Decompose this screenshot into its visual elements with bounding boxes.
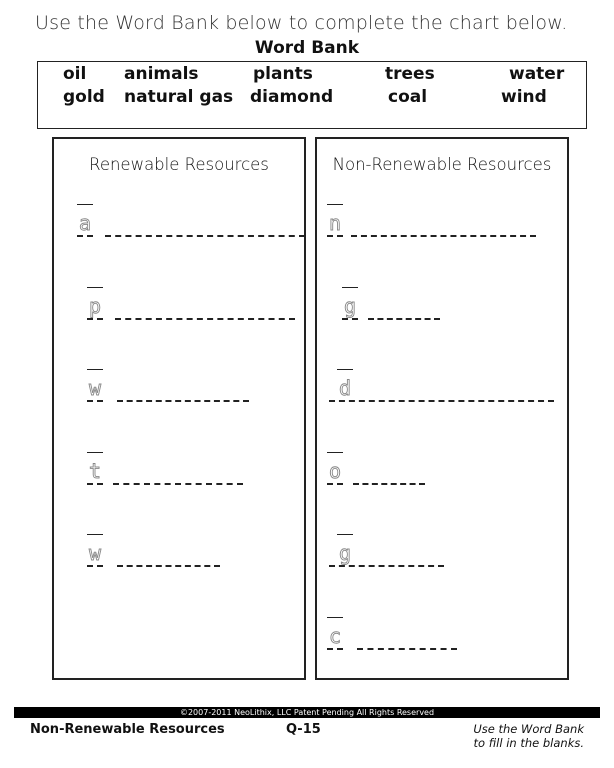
footer-note-line: to fill in the blanks. xyxy=(473,736,584,750)
nonrenewable-entry[interactable] xyxy=(327,204,542,240)
trace-letter: n xyxy=(328,211,342,235)
word-bank-word: natural gas xyxy=(124,87,234,107)
word-bank-word: diamond xyxy=(250,87,334,107)
word-bank-word: coal xyxy=(388,87,428,107)
trace-letter: c xyxy=(328,624,342,648)
renewable-entry[interactable] xyxy=(77,204,307,240)
word-bank-word: trees xyxy=(385,64,435,84)
nonrenewable-column xyxy=(315,137,569,680)
renewable-entry[interactable] xyxy=(87,369,252,405)
footer-note-line: Use the Word Bank xyxy=(473,722,584,736)
word-bank-word: animals xyxy=(124,64,199,84)
word-bank-word: wind xyxy=(501,87,547,107)
word-bank-word: plants xyxy=(253,64,313,84)
trace-letter: p xyxy=(88,294,102,318)
word-bank-word: gold xyxy=(63,87,105,107)
nonrenewable-entry[interactable] xyxy=(342,287,447,323)
word-bank-box xyxy=(37,61,587,129)
instructions: Use the Word Bank below to complete the chart below. xyxy=(35,12,568,34)
word-bank-word: oil xyxy=(63,64,87,84)
nonrenewable-title: Non-Renewable Resources xyxy=(332,155,552,174)
renewable-entry[interactable] xyxy=(87,452,247,488)
footer-note xyxy=(473,722,584,750)
copyright-bar: ©2007-2011 NeoLithix, LLC Patent Pending All Rights Reserved xyxy=(14,707,600,718)
nonrenewable-entry[interactable] xyxy=(337,369,562,405)
trace-letter: w xyxy=(88,376,102,400)
footer-title: Non-Renewable Resources xyxy=(30,722,225,737)
page-code: Q-15 xyxy=(286,722,321,737)
nonrenewable-entry[interactable] xyxy=(327,617,457,653)
renewable-entry[interactable] xyxy=(87,287,297,323)
renewable-title: Renewable Resources xyxy=(89,155,269,174)
nonrenewable-entry[interactable] xyxy=(337,534,452,570)
trace-letter: o xyxy=(328,459,342,483)
trace-letter: d xyxy=(338,376,352,400)
trace-letter: t xyxy=(88,459,102,483)
trace-letter: w xyxy=(88,541,102,565)
trace-letter: g xyxy=(343,294,357,318)
renewable-entry[interactable] xyxy=(87,534,222,570)
nonrenewable-entry[interactable] xyxy=(327,452,432,488)
word-bank-word: water xyxy=(509,64,565,84)
trace-letter: a xyxy=(78,211,92,235)
trace-letter: g xyxy=(338,541,352,565)
renewable-column xyxy=(52,137,306,680)
word-bank-title: Word Bank xyxy=(254,38,360,58)
